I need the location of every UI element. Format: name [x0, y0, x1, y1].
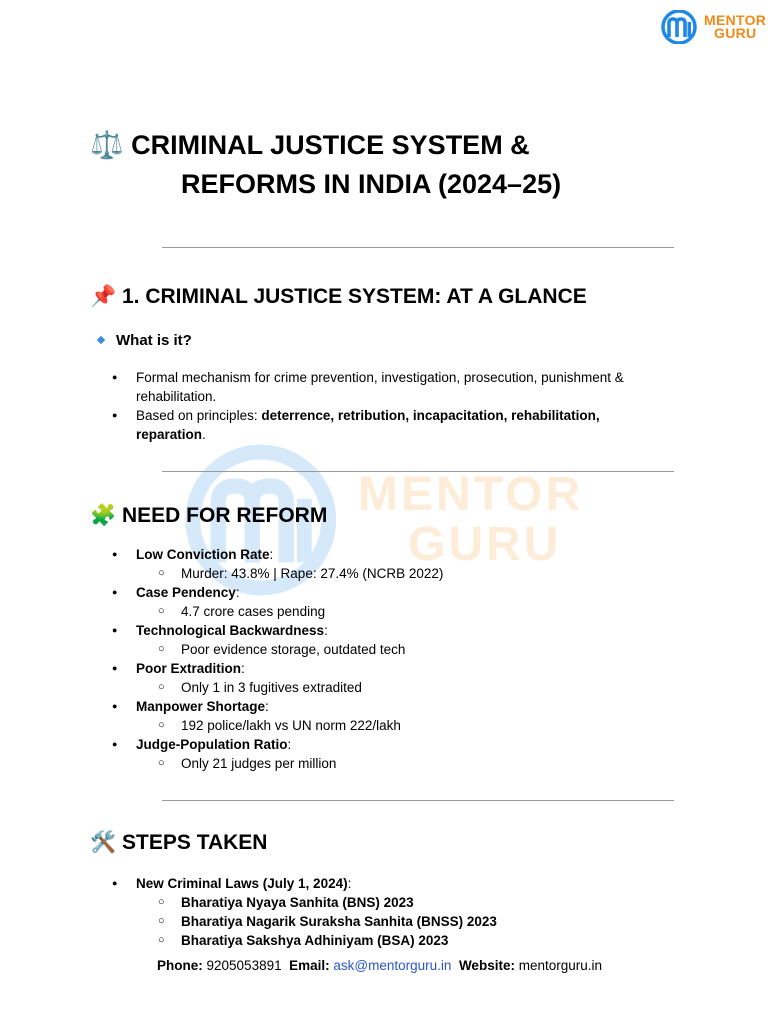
item-label: Case Pendency: [136, 585, 236, 600]
divider: [162, 800, 674, 801]
section-heading-steps-taken: [90, 830, 267, 855]
email-link[interactable]: ask@mentorguru.in: [333, 958, 452, 973]
phone-number: 9205053891: [206, 958, 282, 973]
list-item-text: Based on principles:: [136, 408, 262, 423]
list-item-suffix: .: [202, 427, 206, 442]
list-item: ● Manpower Shortage: ○ 192 police/lakh vs UN norm 222/lakh: [110, 697, 650, 735]
item-label: Manpower Shortage: [136, 699, 266, 714]
blue-diamond-icon: [97, 336, 105, 344]
list-item: ● New Criminal Laws (July 1, 2024): ○ Bharatiya Nyaya Sanhita (BNS) 2023 ○ Bharatiya Nagarik Suraksha Sanhita (BNSS) 2023 ○ Bharatiya Sakshya Adhiniyam (BSA) 2023: [110, 874, 650, 950]
hammer-and-wrench-icon: 🛠️: [90, 830, 117, 854]
section-heading-text: 1. CRIMINAL JUSTICE SYSTEM: AT A GLANCE: [122, 285, 587, 308]
page-title: [90, 126, 561, 203]
item-label: New Criminal Laws (July 1, 2024): [136, 876, 348, 891]
list-item-text: Formal mechanism for crime prevention, investigation, prosecution, punishment & rehabilitation.: [136, 370, 624, 404]
section-heading-need-for-reform: [90, 503, 327, 528]
pushpin-icon: 📌: [90, 284, 117, 308]
watermark-line-1: MENTOR: [358, 468, 584, 521]
sub-list-item: [136, 640, 650, 659]
sub-list-item: [136, 931, 650, 950]
item-label: Technological Backwardness: [136, 623, 325, 638]
item-label: Judge-Population Ratio: [136, 737, 288, 752]
list-item: ● Poor Extradition: ○ Only 1 in 3 fugitives extradited: [110, 659, 650, 697]
item-detail: 192 police/lakh vs UN norm 222/lakh: [181, 718, 401, 733]
section-heading-text: STEPS TAKEN: [122, 831, 268, 854]
website-label: Website:: [458, 958, 515, 973]
law-name: Bharatiya Nyaya Sanhita (BNS) 2023: [181, 895, 414, 910]
divider: [162, 471, 674, 472]
item-detail: 4.7 crore cases pending: [181, 604, 326, 619]
logo-wordmark: [704, 14, 766, 40]
item-detail: Only 21 judges per million: [181, 756, 337, 771]
puzzle-piece-icon: 🧩: [90, 503, 117, 527]
subheading-text: What is it?: [116, 332, 192, 349]
divider: [162, 247, 674, 248]
contact-footer: [157, 958, 602, 973]
sub-list-item: [136, 716, 650, 735]
title-line-2: REFORMS IN INDIA (2024–25): [181, 169, 562, 199]
sub-list-item: [136, 564, 650, 583]
mentor-guru-logo-icon: [660, 10, 700, 44]
list-item: ● Case Pendency: ○ 4.7 crore cases pending: [110, 583, 650, 621]
watermark-line-2: GURU: [408, 518, 562, 571]
item-label: Poor Extradition: [136, 661, 242, 676]
brand-logo: [660, 10, 766, 44]
item-detail: Murder: 43.8% | Rape: 27.4% (NCRB 2022): [181, 566, 444, 581]
subheading-what-is-it: [95, 332, 192, 349]
website-link[interactable]: mentorguru.in: [518, 958, 603, 973]
section-heading-glance: [90, 284, 587, 309]
item-detail: Poor evidence storage, outdated tech: [181, 642, 406, 657]
title-line-1: CRIMINAL JUSTICE SYSTEM &: [131, 130, 530, 160]
list-item: ● Technological Backwardness: ○ Poor evidence storage, outdated tech: [110, 621, 650, 659]
list-item: [110, 406, 640, 444]
list-item: ● Low Conviction Rate: ○ Murder: 43.8% | Rape: 27.4% (NCRB 2022): [110, 545, 650, 583]
logo-line-2: GURU: [714, 25, 757, 41]
balance-scale-icon: ⚖️: [90, 130, 124, 161]
sub-list-item: [136, 678, 650, 697]
item-detail: Only 1 in 3 fugitives extradited: [181, 680, 362, 695]
definition-list: [110, 368, 640, 444]
list-item: [110, 368, 640, 406]
reform-needs-list: [110, 545, 650, 773]
law-name: Bharatiya Nagarik Suraksha Sanhita (BNSS) 2023: [181, 914, 497, 929]
logo-line-1: MENTOR: [704, 12, 767, 28]
sub-list-item: [136, 754, 650, 773]
list-item: ● Judge-Population Ratio: ○ Only 21 judges per million: [110, 735, 650, 773]
sub-list-item: [136, 912, 650, 931]
sub-list-item: [136, 893, 650, 912]
sub-list-item: [136, 602, 650, 621]
law-name: Bharatiya Sakshya Adhiniyam (BSA) 2023: [181, 933, 449, 948]
phone-label: Phone:: [157, 958, 203, 973]
item-label: Low Conviction Rate: [136, 547, 270, 562]
email-label: Email:: [289, 958, 330, 973]
steps-list: [110, 874, 650, 950]
section-heading-text: NEED FOR REFORM: [122, 504, 328, 527]
principles-text: deterrence, retribution, incapacitation, rehabilitation, reparation: [136, 408, 600, 442]
